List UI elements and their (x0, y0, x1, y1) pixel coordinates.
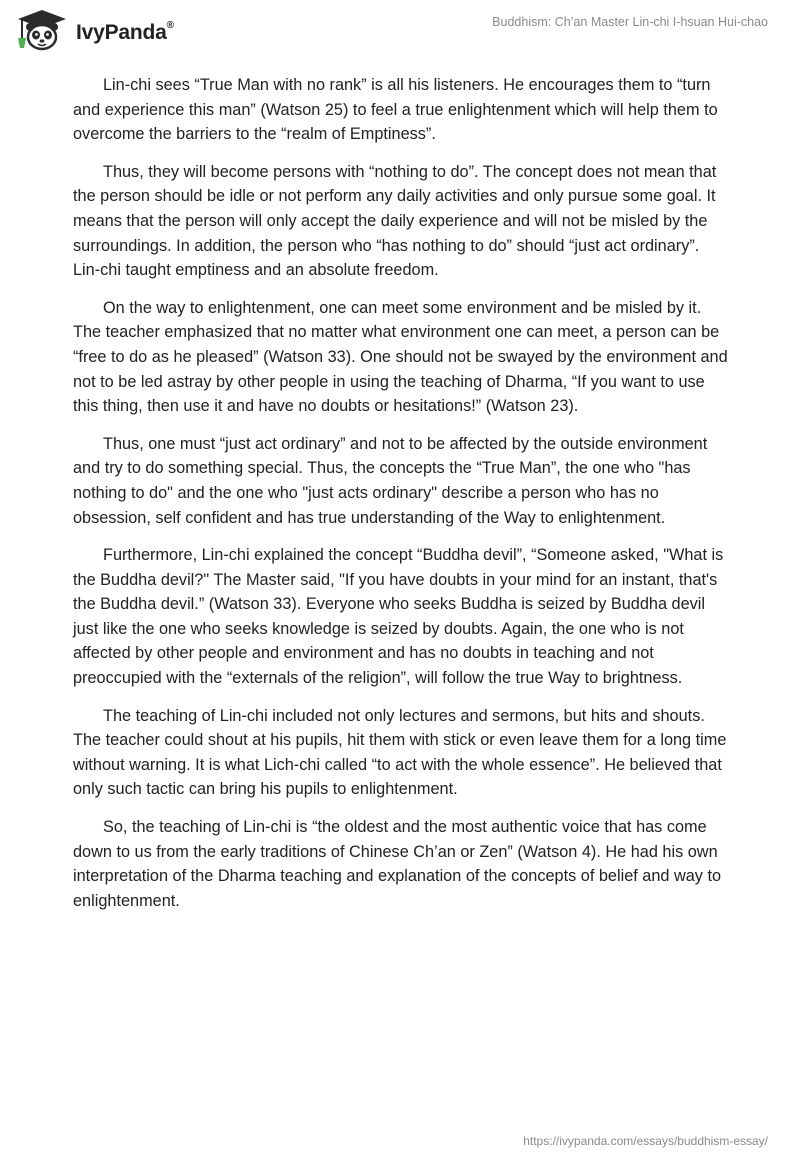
paragraph: Lin-chi sees “True Man with no rank” is all his listeners. He encourages them to “turn and experience this man” (Watson 25) to feel a true enlightenment which will help them to overcome the barriers to the “realm of Emptiness”. (73, 76, 718, 144)
registered-mark: ® (166, 20, 174, 31)
paragraph: Thus, one must “just act ordinary” and not to be affected by the outside environment and try to do something special. Thus, the concepts the “True Man”, the one who "has nothing to do" and the one who "just acts ordinary" describe a person who has no obsession, self confident and has true understanding of the Way to enlightenment. (73, 434, 708, 527)
running-title: Buddhism: Ch’an Master Lin-chi I-hsuan Hui-chao (492, 15, 768, 29)
brand-name (76, 21, 174, 45)
paragraph: Thus, they will become persons with “nothing to do”. The concept does not mean that the person should be idle or not perform any daily activities and only pursue some goal. It means that the person will only accept the daily experience and will not be misled by the surroundings. In addition, the person who “has nothing to do” should “just act ordinary”. Lin-chi taught emptiness and an absolute freedom. (73, 162, 717, 280)
logo[interactable] (14, 8, 174, 52)
paragraph: The teaching of Lin-chi included not only lectures and sermons, but hits and shouts. The teacher could shout at his pupils, hit them with stick or even leave them for a long time without warning. It is what Lich-chi called “to act with the whole essence”. He believed that only such tactic can bring his pupils to enlightenment. (73, 706, 727, 799)
paragraph: Furthermore, Lin-chi explained the concept “Buddha devil”, “Someone asked, "What is the Buddha devil?" The Master said, "If you have doubts in your mind for an instant, that's the Buddha devil.” (Watson 33). Everyone who seeks Buddha is seized by Buddha devil just like the one who seeks knowledge is seized by doubts. Again, the one who is not affected by other people and environment and has no doubts in teaching and not preoccupied with the “externals of the religion”, will follow the true Way to brightness. (73, 546, 724, 688)
essay-body (73, 73, 728, 926)
panda-graduate-icon (14, 8, 70, 52)
page-header (0, 0, 800, 60)
paragraph: So, the teaching of Lin-chi is “the oldest and the most authentic voice that has come down to us from the early traditions of Chinese Ch’an or Zen” (Watson 4). He had his own interpretation of the Dharma teaching and explanation of the concepts of belief and way to enlightenment. (73, 818, 722, 910)
brand-name-text: IvyPanda (76, 21, 167, 44)
source-url[interactable]: https://ivypanda.com/essays/buddhism-essay/ (523, 1134, 768, 1148)
paragraph: On the way to enlightenment, one can meet some environment and be misled by it. The teacher emphasized that no matter what environment one can meet, a person can be “free to do as he pleased” (Watson 33). One should not be swayed by the environment and not to be led astray by other people in using the teaching of Dharma, “If you want to use this thing, then use it and have no doubts or hesitations!” (Watson 23). (73, 298, 728, 416)
